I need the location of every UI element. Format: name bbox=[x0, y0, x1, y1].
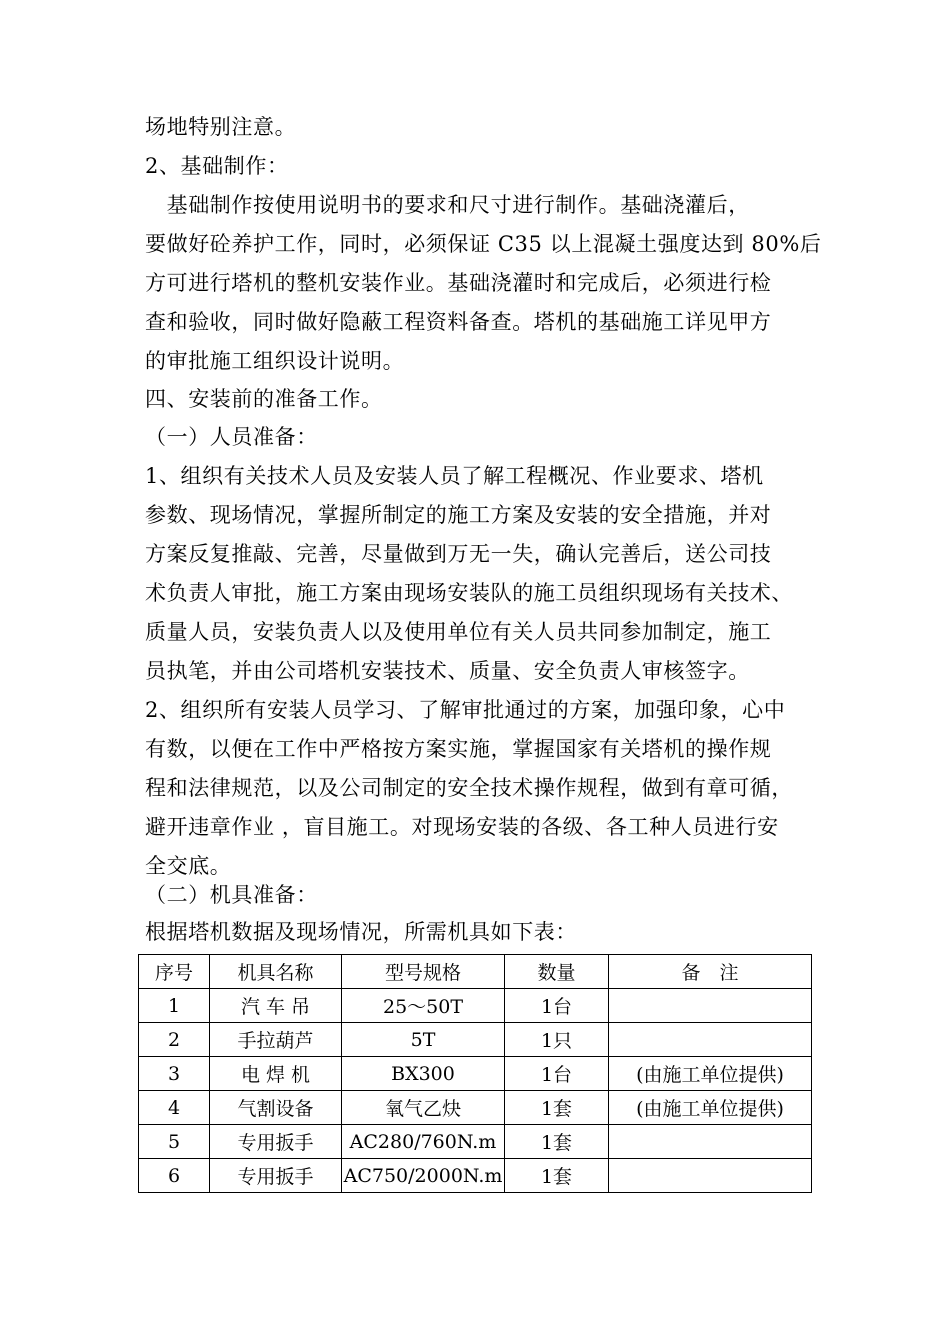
section-heading: 四、安装前的准备工作。 bbox=[145, 387, 383, 411]
table-row bbox=[139, 1091, 812, 1125]
table-header-row bbox=[139, 955, 812, 989]
cell-remarks: (由施工单位提供) bbox=[609, 1057, 812, 1091]
paragraph-line: 方可进行塔机的整机安装作业。基础浇灌时和完成后，必须进行检 bbox=[145, 271, 772, 295]
paragraph-line: 有数，以便在工作中严格按方案实施，掌握国家有关塔机的操作规 bbox=[145, 737, 772, 761]
cell-quantity: 1台 bbox=[505, 989, 609, 1023]
cell-remarks bbox=[609, 989, 812, 1023]
paragraph-line: 员执笔，并由公司塔机安装技术、质量、安全负责人审核签字。 bbox=[145, 659, 750, 683]
cell-tool-name: 电 焊 机 bbox=[210, 1057, 342, 1091]
cell-quantity: 1台 bbox=[505, 1057, 609, 1091]
cell-remarks bbox=[609, 1125, 812, 1159]
paragraph-line: 查和验收，同时做好隐蔽工程资料备查。塔机的基础施工详见甲方 bbox=[145, 310, 772, 334]
cell-index: 4 bbox=[139, 1091, 210, 1125]
equipment-table bbox=[138, 954, 812, 1193]
cell-model: BX300 bbox=[342, 1057, 505, 1091]
table-row bbox=[139, 1057, 812, 1091]
cell-index: 6 bbox=[139, 1159, 210, 1193]
subsection-heading: （二）机具准备： bbox=[145, 883, 318, 907]
cell-remarks bbox=[609, 1159, 812, 1193]
cell-index: 2 bbox=[139, 1023, 210, 1057]
paragraph-line: 的审批施工组织设计说明。 bbox=[145, 349, 405, 373]
cell-tool-name: 专用扳手 bbox=[210, 1159, 342, 1193]
paragraph-line: 避开违章作业 ，盲目施工。对现场安装的各级、各工种人员进行安 bbox=[145, 815, 779, 839]
paragraph-line: 2、组织所有安装人员学习、了解审批通过的方案，加强印象，心中 bbox=[145, 698, 786, 722]
paragraph-line: 要做好砼养护工作，同时，必须保证 C35 以上混凝土强度达到 80%后 bbox=[145, 232, 822, 256]
paragraph-line: 基础制作按使用说明书的要求和尺寸进行制作。基础浇灌后， bbox=[145, 193, 750, 217]
cell-quantity: 1套 bbox=[505, 1091, 609, 1125]
paragraph-line: 参数、现场情况，掌握所制定的施工方案及安装的安全措施，并对 bbox=[145, 503, 772, 527]
header-quantity: 数量 bbox=[505, 955, 609, 989]
cell-index: 3 bbox=[139, 1057, 210, 1091]
cell-tool-name: 手拉葫芦 bbox=[210, 1023, 342, 1057]
header-index: 序号 bbox=[139, 955, 210, 989]
table-row bbox=[139, 1125, 812, 1159]
cell-remarks: (由施工单位提供) bbox=[609, 1091, 812, 1125]
cell-tool-name: 专用扳手 bbox=[210, 1125, 342, 1159]
cell-model: AC280/760N.m bbox=[342, 1125, 505, 1159]
cell-model: 25～50T bbox=[342, 989, 505, 1023]
table-row bbox=[139, 1159, 812, 1193]
cell-tool-name: 气割设备 bbox=[210, 1091, 342, 1125]
cell-remarks bbox=[609, 1023, 812, 1057]
paragraph-line: 质量人员，安装负责人以及使用单位有关人员共同参加制定，施工 bbox=[145, 620, 772, 644]
cell-model: 氧气乙炔 bbox=[342, 1091, 505, 1125]
header-tool-name: 机具名称 bbox=[210, 955, 342, 989]
section-heading: 2、基础制作： bbox=[145, 154, 289, 178]
cell-model: 5T bbox=[342, 1023, 505, 1057]
paragraph-line: 根据塔机数据及现场情况，所需机具如下表： bbox=[145, 920, 577, 944]
header-model: 型号规格 bbox=[342, 955, 505, 989]
table-row bbox=[139, 1023, 812, 1057]
cell-quantity: 1只 bbox=[505, 1023, 609, 1057]
cell-tool-name: 汽 车 吊 bbox=[210, 989, 342, 1023]
paragraph-line: 方案反复推敲、完善，尽量做到万无一失，确认完善后，送公司技 bbox=[145, 542, 772, 566]
header-remarks: 备 注 bbox=[609, 955, 812, 989]
cell-index: 5 bbox=[139, 1125, 210, 1159]
paragraph-line: 术负责人审批，施工方案由现场安装队的施工员组织现场有关技术、 bbox=[145, 581, 793, 605]
cell-quantity: 1套 bbox=[505, 1125, 609, 1159]
cell-index: 1 bbox=[139, 989, 210, 1023]
cell-model: AC750/2000N.m bbox=[342, 1159, 505, 1193]
paragraph-line: 程和法律规范，以及公司制定的安全技术操作规程，做到有章可循， bbox=[145, 776, 793, 800]
table-row bbox=[139, 989, 812, 1023]
paragraph-line: 场地特别注意。 bbox=[145, 115, 297, 139]
subsection-heading: （一）人员准备： bbox=[145, 425, 318, 449]
paragraph-line: 全交底。 bbox=[145, 854, 232, 878]
paragraph-line: 1、组织有关技术人员及安装人员了解工程概况、作业要求、塔机 bbox=[145, 464, 764, 488]
cell-quantity: 1套 bbox=[505, 1159, 609, 1193]
